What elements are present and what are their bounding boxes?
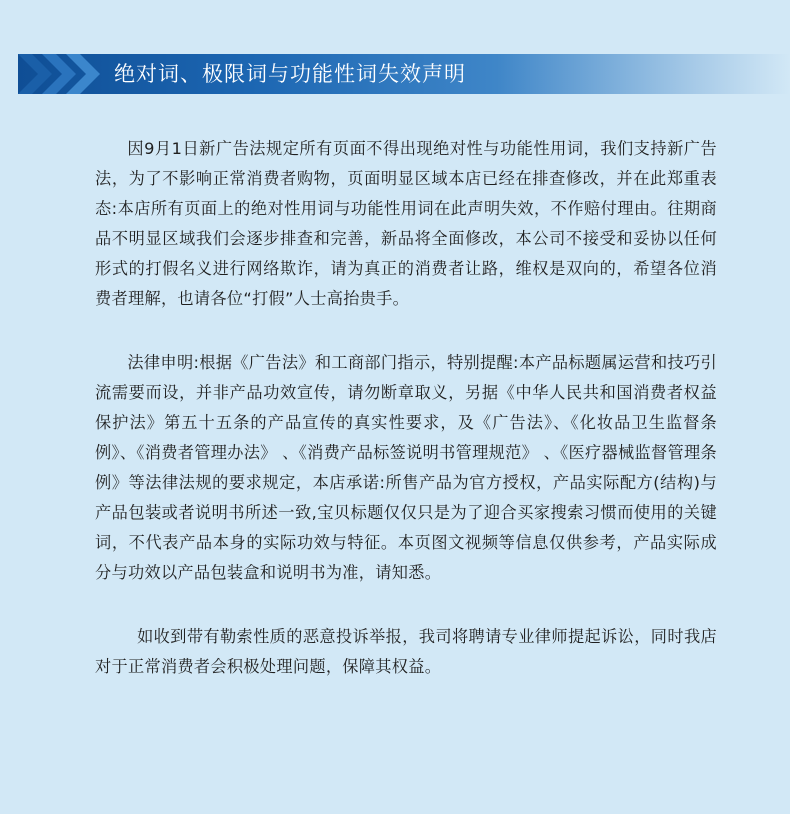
paragraph-new-ad-law: 因9月1日新广告法规定所有页面不得出现绝对性与功能性用词，我们支持新广告法，为了不影响正常消费者购物，页面明显区域本店已经在排查修改，并在此郑重表态:本店所有页面上的绝对性用词与功能性用词在此声明失效，不作赔付理由。往期商品不明显区域我们会逐步排查和完善，新品将全面修改，本公司不接受和妥协以任何形式的打假名义进行网络欺诈，请为真正的消费者让路，维权是双向的，希望各位消费者理解，也请各位“打假”人士高抬贵手。: [95, 139, 717, 308]
declaration-body: [95, 134, 717, 682]
page-title: 绝对词、极限词与功能性词失效声明: [114, 62, 466, 86]
triple-chevron-right-icon: [18, 54, 118, 94]
paragraph-legal-statement: 法律申明:根据《广告法》和工商部门指示，特别提醒:本产品标题属运营和技巧引流需要而设，并非产品功效宣传，请勿断章取义，另据《中华人民共和国消费者权益保护法》第五十五条的产品宣传的真实性要求，及《广告法》、《化妆品卫生监督条例》、《消费者管理办法》 、《消费产品标签说明书管理规范》 、《医疗器械监督管理条例》等法律法规的要求规定，本店承诺:所售产品为官方授权，产品实际配方(结构)与产品包装或者说明书所述一致,宝贝标题仅仅只是为了迎合买家搜索习惯而使用的关键词，不代表产品本身的实际功效与特征。本页图文视频等信息仅供参考，产品实际成分与功效以产品包装盒和说明书为准，请知悉。: [95, 353, 717, 582]
paragraph-complaint-notice: 如收到带有勒索性质的恶意投诉举报，我司将聘请专业律师提起诉讼，同时我店对于正常消费者会积极处理问题，保障其权益。: [95, 627, 717, 676]
